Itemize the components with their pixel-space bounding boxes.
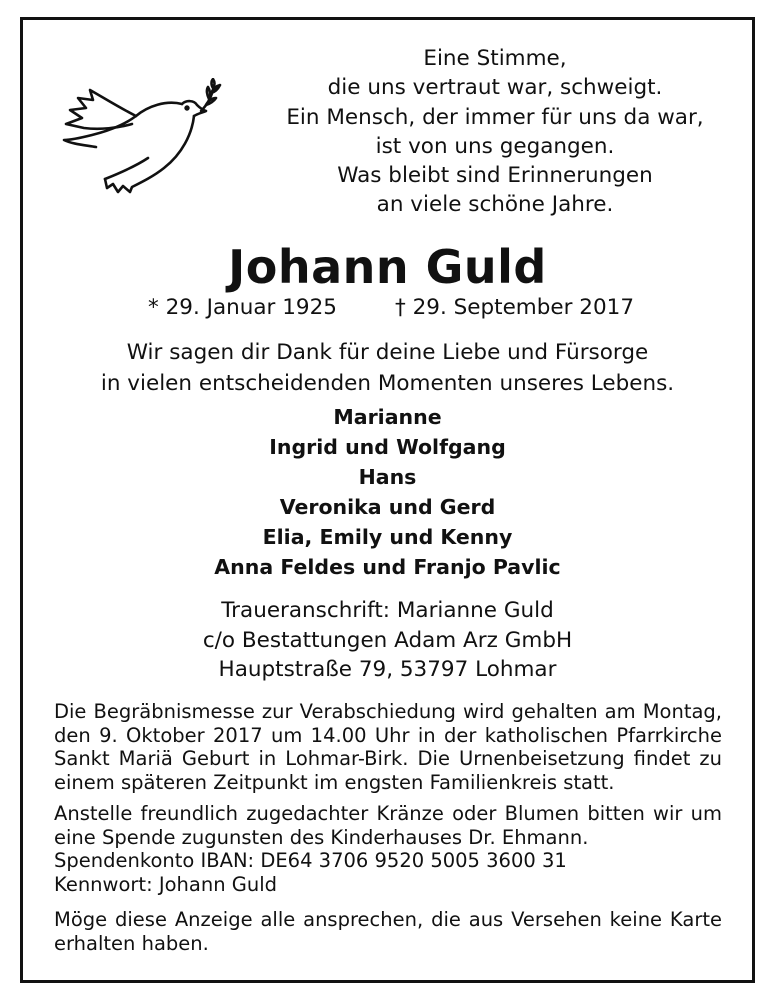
mourner-name: Anna Feldes und Franjo Pavlic (214, 555, 561, 579)
donation-request: Anstelle freundlich zugedachter Kränze oder Blumen bitten wir um eine Spende zugunsten des Kinderhauses Dr. Ehmann. (54, 802, 722, 849)
funeral-service-info: Die Begräbnismesse zur Verabschiedung wird gehalten am Montag, den 9. Oktober 2017 um 14.00 Uhr in der katholischen Pfarrkirche Sankt Mariä Geburt in Lohmar-Birk. Die Urnenbeisetzung findet zu einem späteren Zeitpunkt im engsten Familienkreis statt. (54, 700, 722, 795)
thanks-line: Wir sagen dir Dank für deine Liebe und Fürsorge (126, 340, 649, 365)
donation-account: Spendenkonto IBAN: DE64 3706 9520 5005 3600 31 (54, 849, 567, 873)
birth-date: * 29. Januar 1925 (148, 295, 337, 320)
donation-info (54, 802, 722, 897)
poem-line: Ein Mensch, der immer für uns da war, (286, 104, 704, 130)
poem-line: Eine Stimme, (423, 46, 567, 71)
condolence-address (0, 596, 775, 685)
closing-note: Möge diese Anzeige alle ansprechen, die aus Versehen keine Karte erhalten haben. (54, 908, 722, 955)
deceased-name: Johann Guld (228, 240, 547, 294)
poem-line: ist von uns gegangen. (375, 133, 615, 159)
poem-line: Was bleibt sind Erinnerungen (337, 163, 653, 189)
poem-line: die uns vertraut war, schweigt. (327, 75, 663, 101)
address-line: Hauptstraße 79, 53797 Lohmar (218, 657, 557, 682)
thanks-text (0, 338, 775, 399)
mourner-name: Veronika und Gerd (279, 495, 496, 519)
mourner-name: Hans (358, 465, 417, 489)
death-date: † 29. September 2017 (395, 295, 634, 320)
mourner-name: Marianne (333, 405, 442, 429)
donation-keyword: Kennwort: Johann Guld (54, 873, 278, 897)
address-line: Traueranschrift: Marianne Guld (221, 598, 554, 623)
address-line: c/o Bestattungen Adam Arz GmbH (202, 627, 573, 653)
mourners-list (0, 402, 775, 582)
thanks-line: in vielen entscheidenden Momenten unseres Lebens. (100, 370, 675, 396)
mourner-name: Ingrid und Wolfgang (269, 435, 506, 459)
memorial-poem (250, 44, 740, 220)
mourner-name: Elia, Emily und Kenny (262, 525, 513, 549)
dove-with-branch-icon (60, 78, 222, 198)
poem-line: an viele schöne Jahre. (376, 192, 614, 218)
